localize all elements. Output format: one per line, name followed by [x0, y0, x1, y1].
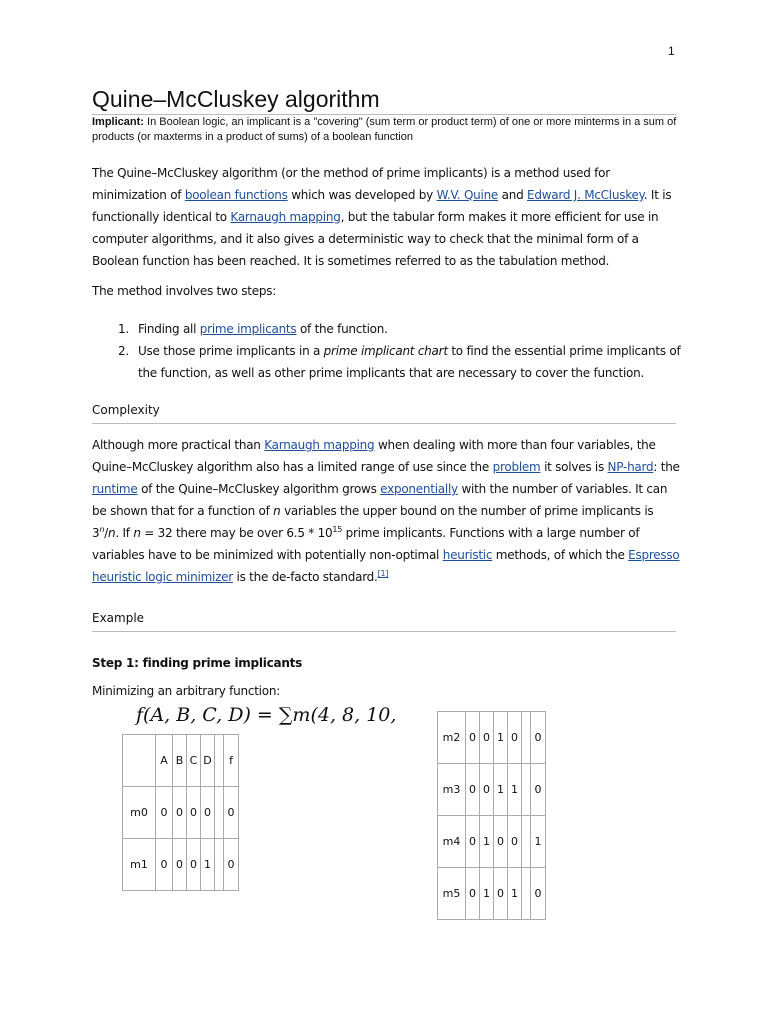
page-number: 1 [668, 44, 675, 58]
table-cell [522, 816, 531, 868]
table-cell: 0 [224, 787, 239, 839]
table-cell [215, 735, 224, 787]
table-cell: 0 [508, 712, 522, 764]
truth-table-2 [437, 711, 546, 920]
complexity-paragraph [92, 434, 682, 588]
complexity-text: is the de-facto standard. [232, 570, 378, 584]
list-item [118, 318, 684, 340]
table-cell [522, 712, 531, 764]
table-cell: 0 [494, 868, 508, 920]
table-cell [522, 868, 531, 920]
exponent: 15 [332, 525, 343, 534]
complexity-text: with the number of variables. It can be shown that for a function of [92, 482, 668, 518]
citation-link[interactable]: [1] [377, 569, 389, 578]
complexity-text: : the [653, 460, 680, 474]
intro-text: which was developed by [287, 188, 437, 202]
table-cell: 0 [494, 816, 508, 868]
complexity-text: Although more practical than [92, 438, 265, 452]
step-text: Use those prime implicants in a [138, 344, 324, 358]
table-row [438, 764, 546, 816]
table-cell: 0 [466, 712, 480, 764]
intro-text: and [498, 188, 528, 202]
variable-n: n [133, 526, 141, 540]
table-cell: 1 [531, 816, 546, 868]
table-cell: 1 [508, 764, 522, 816]
truth-table-1 [122, 734, 239, 891]
step-text: to find the essential prime implicants of the function, as well as other prime implicants that are necessary to cover the function. [138, 344, 681, 380]
steps-list [118, 318, 684, 384]
implicant-definition [92, 115, 682, 145]
intro-paragraph [92, 162, 682, 272]
link-prime-implicants[interactable]: prime implicants [199, 322, 297, 336]
complexity-text: = 32 there may be over 6.5 * 10 [140, 526, 333, 540]
table-cell: 0 [531, 764, 546, 816]
table-cell: f [224, 735, 239, 787]
link-exponentially[interactable]: exponentially [380, 482, 458, 496]
table-cell: 0 [466, 764, 480, 816]
table-row [438, 816, 546, 868]
method-intro: The method involves two steps: [92, 284, 276, 298]
complexity-text: / [104, 526, 109, 540]
table-cell: m4 [438, 816, 466, 868]
table-row [438, 868, 546, 920]
table-cell: 0 [201, 787, 215, 839]
complexity-text: . If [115, 526, 134, 540]
link-boolean-functions[interactable]: boolean functions [184, 188, 288, 202]
table-row [438, 712, 546, 764]
step-text: Finding all [138, 322, 200, 336]
step-text: of the function. [296, 322, 388, 336]
intro-text: , but the tabular form makes it more efficient for use in computer algorithms, and it also gives a deterministic way to check that the minimal form of a Boolean function has been reached. It is sometimes referred to as the tabulation method. [92, 210, 659, 268]
link-edward-mccluskey[interactable]: Edward J. McCluskey [527, 188, 644, 202]
table-cell [522, 764, 531, 816]
table-cell: m5 [438, 868, 466, 920]
link-karnaugh-mapping[interactable]: Karnaugh mapping [230, 210, 341, 224]
table-cell: m3 [438, 764, 466, 816]
table-cell: 0 [187, 839, 201, 891]
table-cell: 0 [531, 868, 546, 920]
table-cell: m0 [123, 787, 156, 839]
intro-text: . It is functionally identical to [92, 188, 672, 224]
table-row [123, 787, 239, 839]
table-cell: 1 [508, 868, 522, 920]
table-cell: C [187, 735, 201, 787]
table-cell [215, 839, 224, 891]
list-number: 2. [118, 344, 129, 358]
step1-heading: Step 1: finding prime implicants [92, 656, 303, 670]
table-cell: 0 [156, 787, 173, 839]
page-title: Quine–McCluskey algorithm [92, 86, 676, 115]
table-cell: 0 [466, 816, 480, 868]
table-cell: 0 [480, 764, 494, 816]
complexity-text: it solves is [540, 460, 608, 474]
table-cell: 1 [480, 868, 494, 920]
section-heading-example: Example [92, 610, 676, 632]
table-cell: m1 [123, 839, 156, 891]
complexity-text: variables the upper bound on the number of prime implicants is 3 [92, 504, 654, 540]
implicant-text: In Boolean logic, an implicant is a "covering" (sum term or product term) of one or more minterms in a sum of products (or maxterms in a product of sums) of a boolean function [92, 116, 677, 143]
table-cell: 0 [173, 787, 187, 839]
list-number: 1. [118, 322, 129, 336]
implicant-label: Implicant: [92, 116, 144, 128]
table-cell: 0 [224, 839, 239, 891]
complexity-text: methods, of which the [492, 548, 629, 562]
table-cell: A [156, 735, 173, 787]
table-cell: 0 [531, 712, 546, 764]
function-formula: f(A, B, C, D) = ∑m(4, 8, 10, [136, 704, 397, 726]
table-cell: 1 [494, 712, 508, 764]
link-karnaugh-mapping[interactable]: Karnaugh mapping [264, 438, 375, 452]
table-cell: 1 [201, 839, 215, 891]
table-cell: 0 [173, 839, 187, 891]
step-emphasis: prime implicant chart [323, 344, 448, 358]
table-cell [215, 787, 224, 839]
table-cell: m2 [438, 712, 466, 764]
table-cell: 0 [156, 839, 173, 891]
table-cell [123, 735, 156, 787]
table-cell: 0 [187, 787, 201, 839]
table-cell: 1 [480, 816, 494, 868]
complexity-text: of the Quine–McCluskey algorithm grows [137, 482, 381, 496]
complexity-text: prime implicants. Functions with a large number of variables have to be minimized with potentially non-optimal [92, 526, 640, 562]
minimizing-caption: Minimizing an arbitrary function: [92, 684, 280, 698]
section-heading-complexity: Complexity [92, 402, 676, 424]
link-wv-quine[interactable]: W.V. Quine [436, 188, 499, 202]
table-cell: 0 [466, 868, 480, 920]
table-row [123, 839, 239, 891]
variable-n: n [99, 525, 105, 534]
link-runtime[interactable]: runtime [92, 482, 138, 496]
table-cell: 0 [508, 816, 522, 868]
table-cell: B [173, 735, 187, 787]
list-item [118, 340, 684, 384]
variable-n: n [273, 504, 281, 518]
link-espresso-minimizer[interactable]: Espresso heuristic logic minimizer [92, 548, 680, 584]
table-cell: D [201, 735, 215, 787]
table-cell: 1 [494, 764, 508, 816]
link-problem[interactable]: problem [492, 460, 541, 474]
link-heuristic[interactable]: heuristic [442, 548, 493, 562]
table-cell: 0 [480, 712, 494, 764]
complexity-text: when dealing with more than four variables, the Quine–McCluskey algorithm also has a limited range of use since the [92, 438, 656, 474]
link-np-hard[interactable]: NP-hard [607, 460, 654, 474]
variable-n: n [108, 526, 116, 540]
table-header-row [123, 735, 239, 787]
intro-text: The Quine–McCluskey algorithm (or the method of prime implicants) is a method used for minimization of [92, 166, 610, 202]
